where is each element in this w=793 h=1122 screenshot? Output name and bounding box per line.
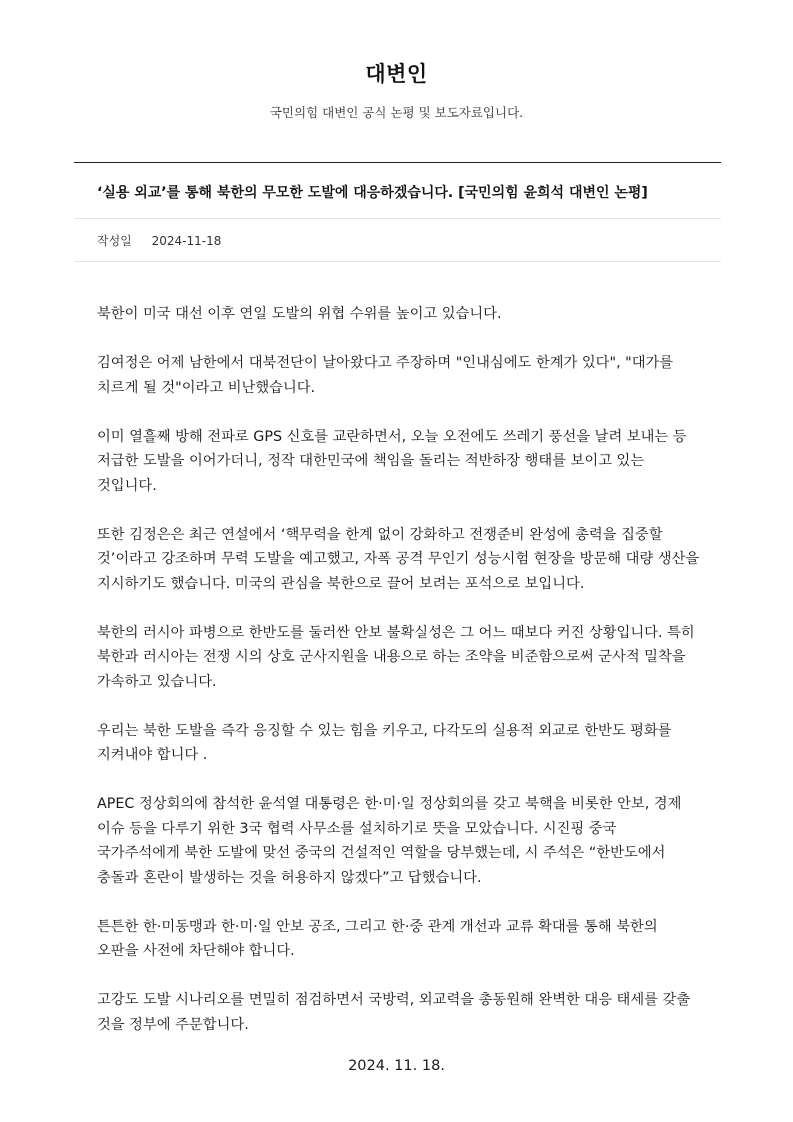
post-date: 2024-11-18 [151, 234, 222, 248]
body-paragraph: 김여정은 어제 남한에서 대북전단이 날아왔다고 주장하며 "인내심에도 한계가 있다", "대가를 치르게 될 것"이라고 비난했습니다. [97, 355, 674, 396]
header-divider [74, 162, 721, 163]
body-paragraph: 튼튼한 한·미동맹과 한·미·일 안보 공조, 그리고 한·중 관계 개선과 교류 확대를 통해 북한의 오판을 사전에 차단해야 합니다. [97, 918, 658, 959]
site-title: 대변인 [365, 62, 428, 86]
date-label: 작성일 [97, 234, 132, 248]
body-paragraph: APEC 정상회의에 참석한 윤석열 대통령은 한·미·일 정상회의를 갖고 북핵을 비롯한 안보, 경제 이슈 등을 다루기 위한 3국 협력 사무소를 설치하기로 뜻을 모았습니다. 시진핑 중국 국가주석에게 북한 도발에 맞선 중국의 건설적인 역할을 당부했는데, 시 주석은 “한반도에서 충돌과 혼란이 발생하는 것을 허용하지 않겠다”고 답했습니다. [97, 796, 682, 886]
title-divider [74, 218, 721, 219]
body-paragraph: 이미 열흘째 방해 전파로 GPS 신호를 교란하면서, 오늘 오전에도 쓰레기 풍선을 날려 보내는 등 저급한 도발을 이어가더니, 정작 대한민국에 책임을 돌리는 적반하장 행태를 보이고 있는 것입니다. [97, 428, 687, 494]
body-paragraph: 북한이 미국 대선 이후 연일 도발의 위협 수위를 높이고 있습니다. [97, 306, 502, 322]
body-paragraph: 우리는 북한 도발을 즉각 응징할 수 있는 힘을 키우고, 다각도의 실용적 외교로 한반도 평화를 지켜내야 합니다 . [97, 722, 672, 763]
body-paragraph: 또한 김정은은 최근 연설에서 ‘핵무력을 한계 없이 강화하고 전쟁준비 완성에 총력을 집중할 것’이라고 강조하며 무력 도발을 예고했고, 자폭 공격 무인기 성능시험 현장을 방문해 대량 생산을 지시하기도 했습니다. 미국의 관심을 북한으로 끌어 보려는 포석으로 보입니다. [97, 526, 700, 592]
article-body [97, 302, 702, 1062]
release-date: 2024. 11. 18. [348, 1058, 445, 1074]
body-paragraph: 고강도 도발 시나리오를 면밀히 점검하면서 국방력, 외교력을 총동원해 완벽한 대응 태세를 갖출 것을 정부에 주문합니다. [97, 992, 691, 1033]
article-meta [97, 232, 221, 249]
site-subtitle: 국민의힘 대변인 공식 논평 및 보도자료입니다. [269, 105, 524, 120]
article-title: ‘실용 외교’를 통해 북한의 무모한 도발에 대응하겠습니다. [국민의힘 윤희석 대변인 논평] [97, 185, 648, 201]
meta-divider [74, 261, 721, 262]
body-paragraph: 북한의 러시아 파병으로 한반도를 둘러싼 안보 불확실성은 그 어느 때보다 커진 상황입니다. 특히 북한과 러시아는 전쟁 시의 상호 군사지원을 내용으로 하는 조약을 비준함으로써 군사적 밀착을 가속하고 있습니다. [97, 624, 695, 690]
